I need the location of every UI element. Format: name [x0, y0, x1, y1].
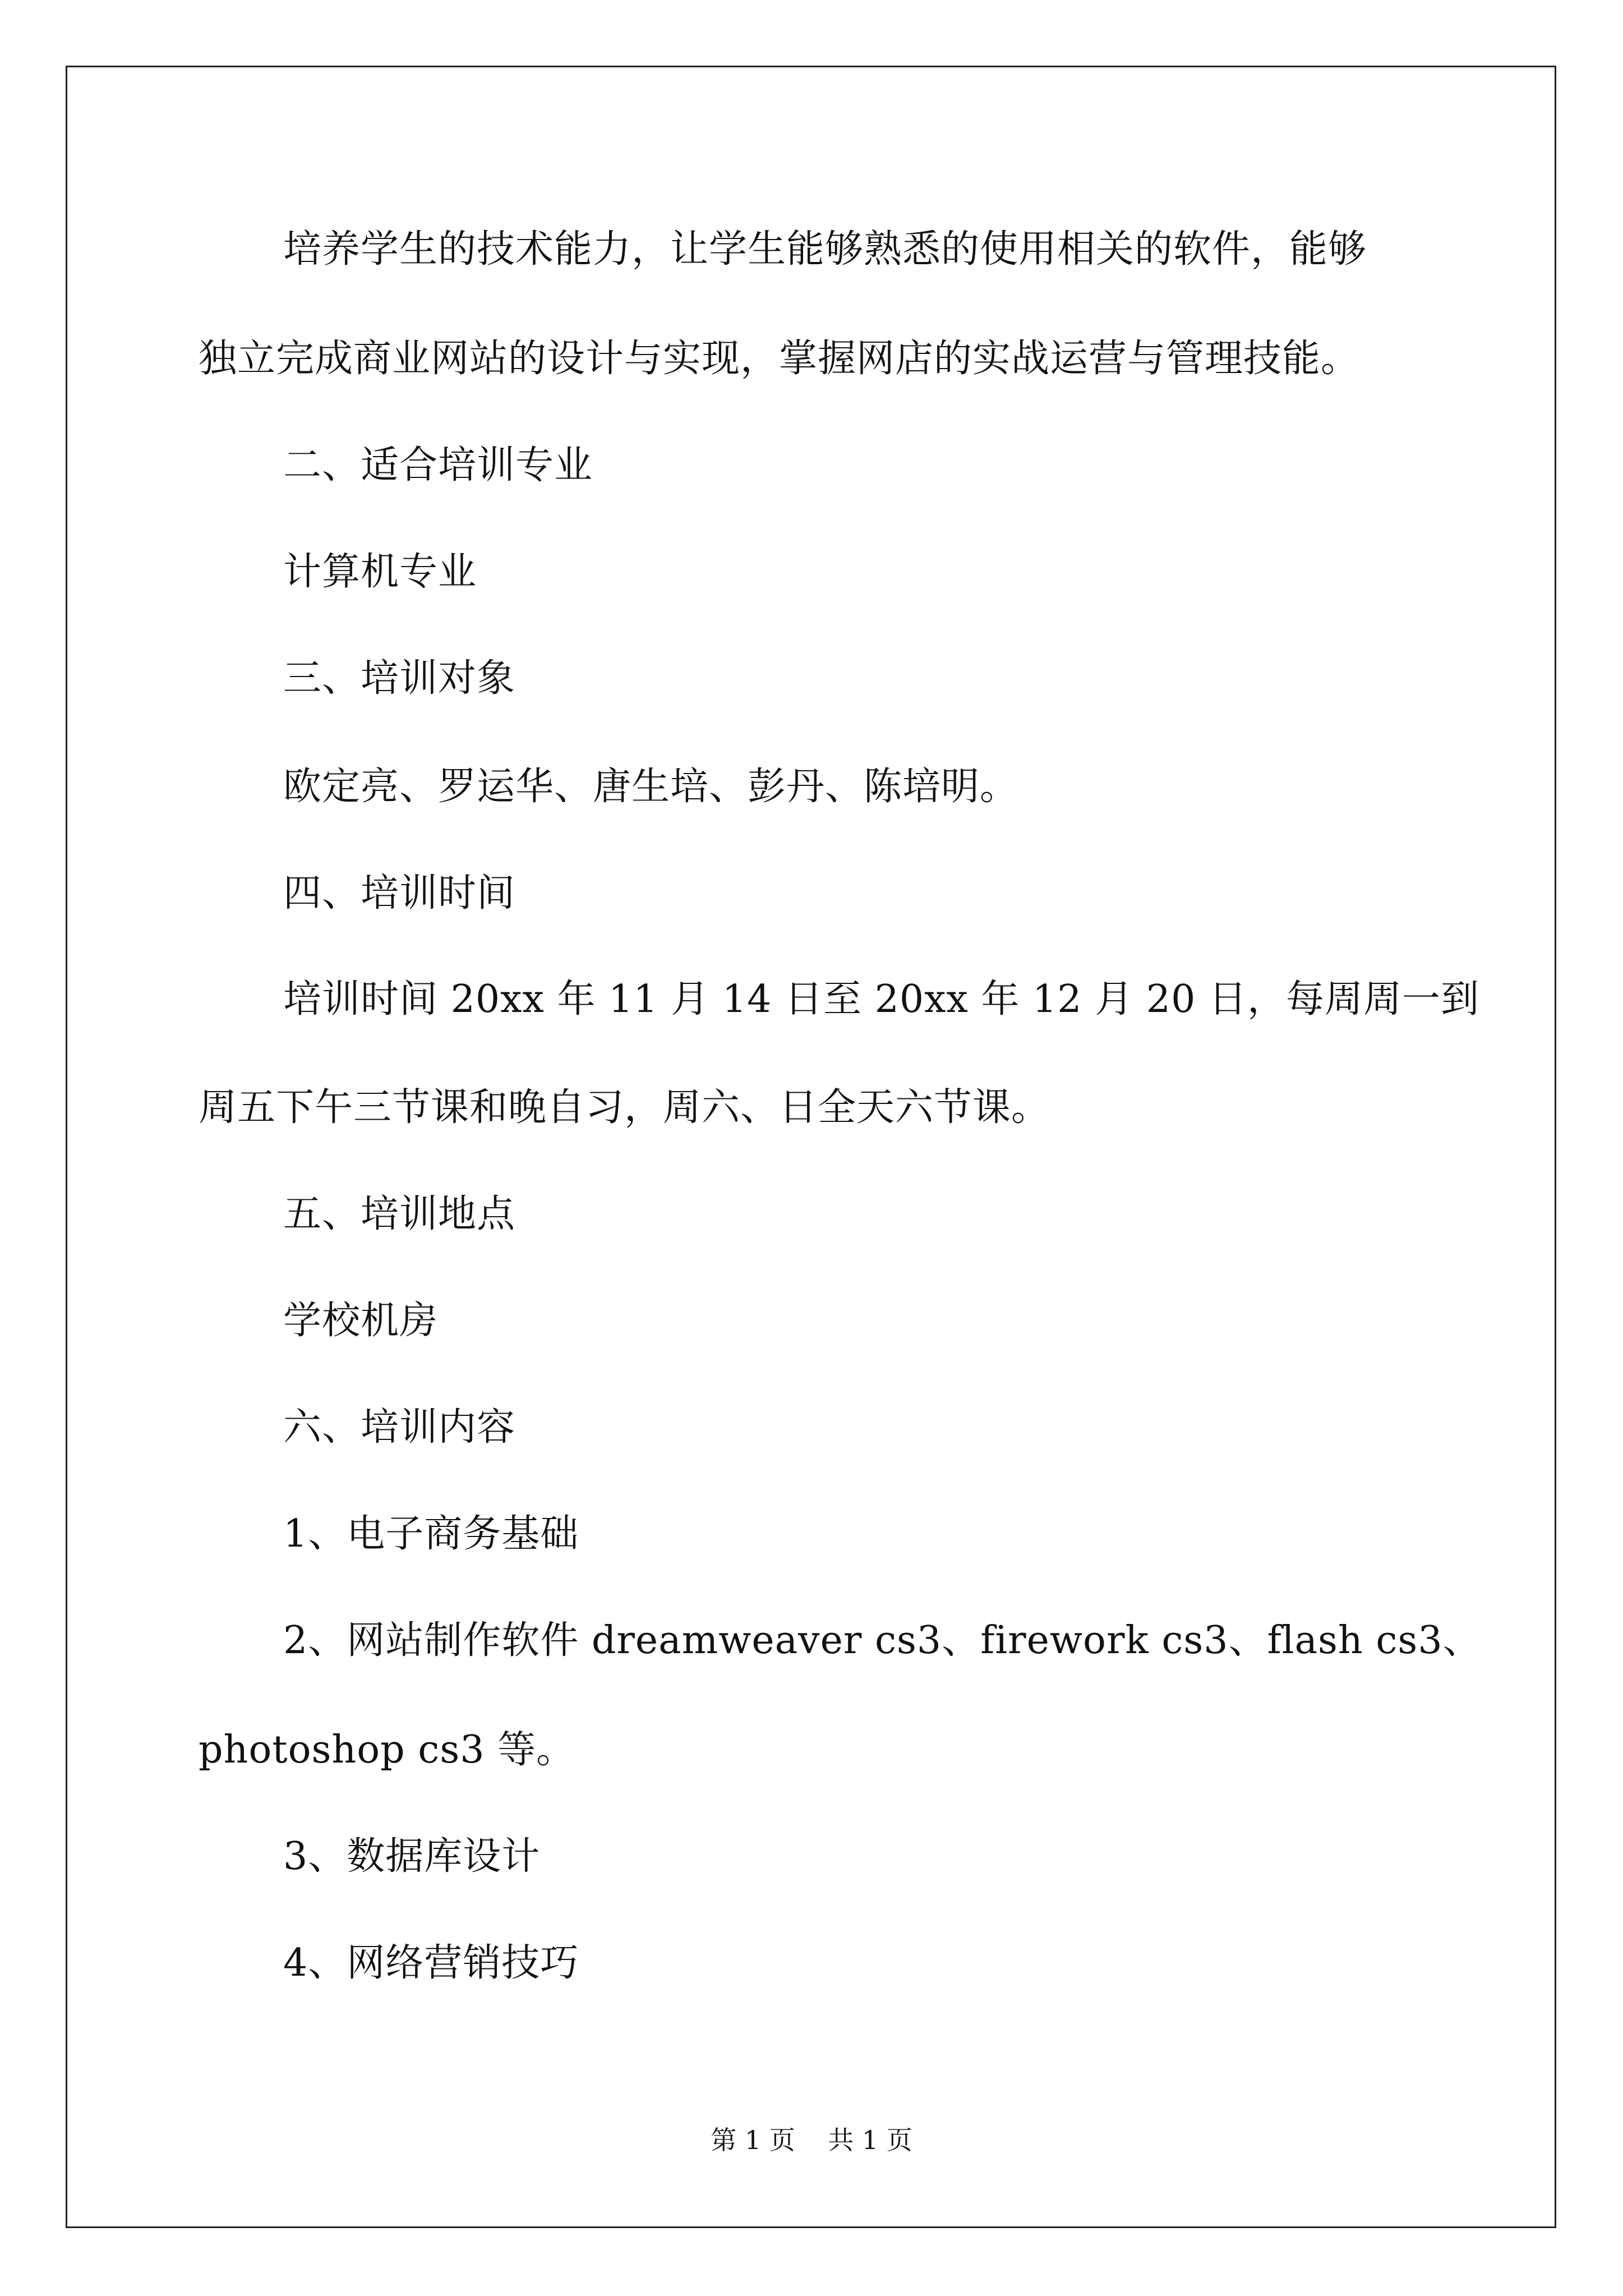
paragraph-line: 计算机专业 — [283, 550, 477, 594]
paragraph-line: 培养学生的技术能力，让学生能够熟悉的使用相关的软件，能够 — [283, 227, 1367, 272]
section-heading: 三、培训对象 — [283, 656, 516, 701]
list-item: 1、电子商务基础 — [283, 1512, 579, 1556]
section-heading: 二、适合培训专业 — [283, 443, 593, 487]
page-footer: 第 1 页 共 1 页 — [711, 2125, 912, 2155]
paragraph-line: 独立完成商业网站的设计与实现，掌握网店的实战运营与管理技能。 — [199, 337, 1360, 381]
paragraph-line: 学校机房 — [283, 1299, 439, 1343]
section-heading: 六、培训内容 — [283, 1405, 516, 1450]
list-item-continuation: photoshop cs3 等。 — [199, 1728, 575, 1772]
list-item: 3、数据库设计 — [283, 1834, 541, 1879]
section-heading: 四、培训时间 — [283, 871, 516, 915]
list-item: 2、网站制作软件 dreamweaver cs3、firework cs3、flash cs3、 — [283, 1618, 1482, 1663]
paragraph-line: 周五下午三节课和晚自习，周六、日全天六节课。 — [199, 1085, 1050, 1130]
paragraph-line: 培训时间 20xx 年 11 月 14 日至 20xx 年 12 月 20 日，每周周一到 — [283, 977, 1479, 1022]
list-item: 4、网络营销技巧 — [283, 1941, 579, 1985]
paragraph-line: 欧定亮、罗运华、唐生培、彭丹、陈培明。 — [283, 765, 1019, 809]
section-heading: 五、培训地点 — [283, 1192, 516, 1236]
page-border — [66, 66, 1556, 2228]
